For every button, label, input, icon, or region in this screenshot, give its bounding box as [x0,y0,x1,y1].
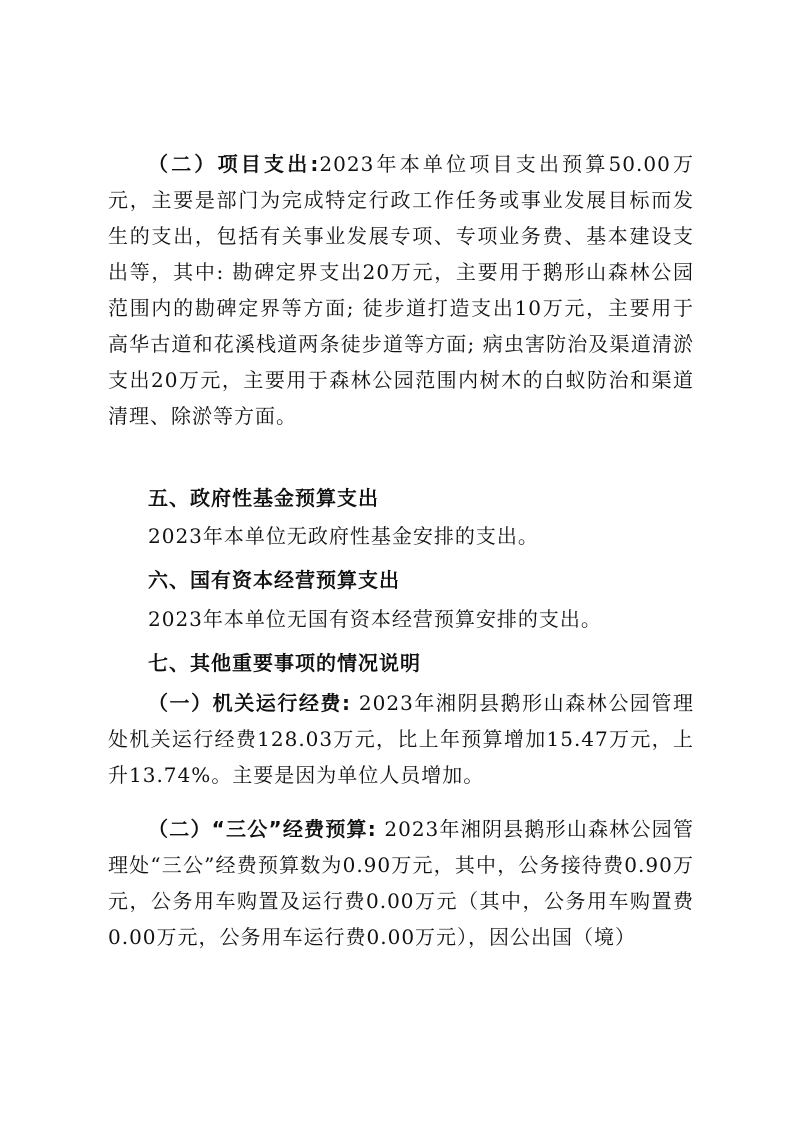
section6-text: 2023年本单位无国有资本经营预算安排的支出。 [148,607,602,631]
three-public-expense-paragraph [108,811,694,955]
operating-expense-paragraph [108,685,694,793]
section6-heading: 六、国有资本经营预算支出 [148,568,400,592]
operating-expense-text: 2023年湘阴县鹅形山森林公园管理处机关运行经费128.03万元，比上年预算增加15.47万元，上升13.74%。主要是因为单位人员增加。 [108,691,694,787]
section5-heading: 五、政府性基金预算支出 [148,486,379,510]
project-expenditure-label: （二）项目支出: [148,152,320,176]
operating-expense-label: （一）机关运行经费: [148,691,351,715]
project-expenditure-paragraph [108,146,694,434]
three-public-expense-text: 2023年湘阴县鹅形山森林公园管理处“三公”经费预算数为0.90万元，其中，公务接待费0.90万元，公务用车购置及运行费0.00万元（其中，公务用车购置费0.00万元，公务用车运行费0.00万元），因公出国（境） [108,817,694,949]
section5-text: 2023年本单位无政府性基金安排的支出。 [148,524,539,548]
project-expenditure-text: 2023年本单位项目支出预算50.00万元，主要是部门为完成特定行政工作任务或事业发展目标而发生的支出，包括有关事业发展专项、专项业务费、基本建设支出等，其中: 勘碑定界支出20万元，主要用于鹅形山森林公园范围内的勘碑定界等方面; 徒步道打造支出10万元，主要用于高华古道和花溪栈道两条徒步道等方面; 病虫害防治及渠道清淤支出20万元，主要用于森林公园范围内树木的白蚁防治和渠道清理、除淤等方面。 [108,152,695,428]
three-public-expense-label: （二）“三公”经费预算: [148,817,377,841]
section7-heading: 七、其他重要事项的情况说明 [148,651,421,675]
